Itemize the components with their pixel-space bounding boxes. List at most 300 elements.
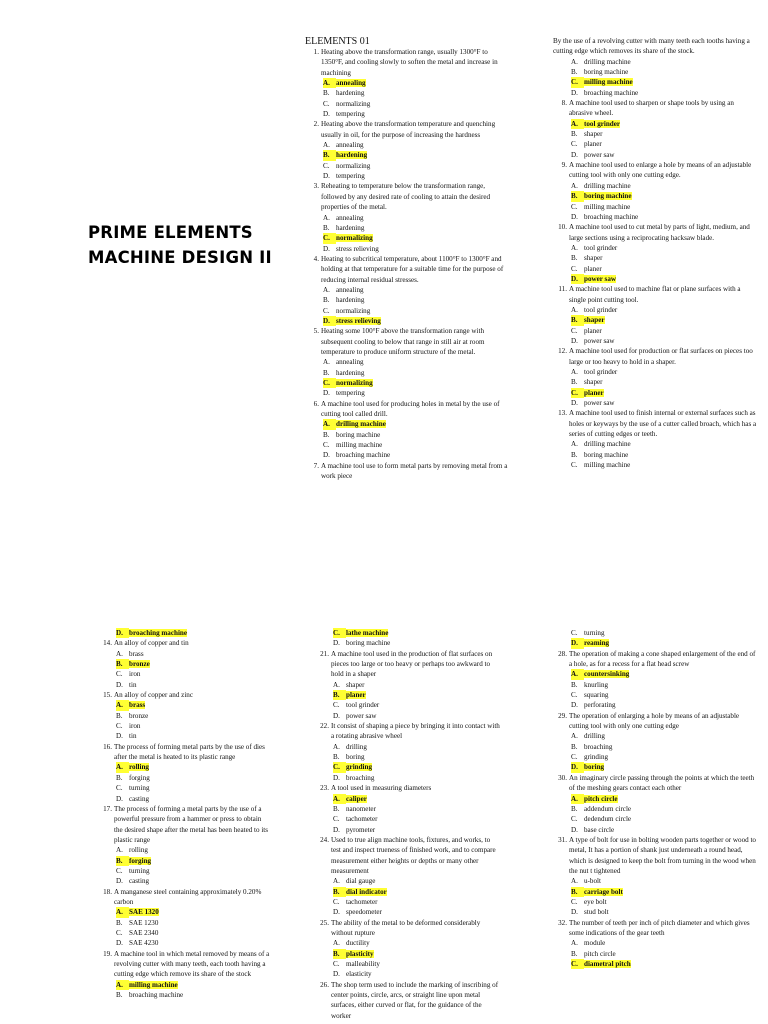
option xyxy=(98,731,270,741)
option xyxy=(315,804,500,814)
option xyxy=(305,140,510,150)
option-text: power saw xyxy=(584,150,615,159)
option xyxy=(305,368,510,378)
option-letter: A. xyxy=(571,243,578,252)
option-text: tin xyxy=(129,732,137,741)
question xyxy=(98,638,270,648)
option-text: knurling xyxy=(584,680,609,689)
option-letter: D. xyxy=(333,970,340,979)
option-letter: B. xyxy=(571,949,578,958)
option xyxy=(305,306,510,316)
option-text: drilling machine xyxy=(584,440,631,449)
option xyxy=(553,742,758,752)
question-number: 24. xyxy=(320,835,329,844)
option-text: shaper xyxy=(346,680,365,689)
question-text: The process of forming a metal parts by the use of a powerful pressure from a hammer or press to obtain the desired shape after the metal has been heated to its plastic range xyxy=(114,804,269,844)
option-letter: B. xyxy=(116,659,129,669)
option-text: boring xyxy=(584,763,605,772)
option-text: SAE 1230 xyxy=(129,918,159,927)
option xyxy=(305,109,510,119)
question-number: 10. xyxy=(558,223,567,232)
option-letter: A. xyxy=(571,119,584,129)
option-letter: A. xyxy=(333,742,340,751)
option-text: iron xyxy=(129,670,141,679)
option-text: pitch circle xyxy=(584,794,618,803)
question xyxy=(305,254,510,285)
option-letter: A. xyxy=(571,669,584,679)
option-letter: D. xyxy=(333,639,340,648)
option-letter: A. xyxy=(323,141,330,150)
question-text: Used to true align machine tools, fixtures, and works, to test and inspect trueness of finished work, and to compare measurement either heights or depths or many other measurement xyxy=(331,835,496,875)
option xyxy=(315,773,500,783)
option-text: shaper xyxy=(584,254,603,263)
question-text: A machine tool used to finish internal or external surfaces such as holes or keyways by the use of a cutter called broach, which has a series of cutting edges or teeth. xyxy=(569,409,757,439)
option-text: malleability xyxy=(346,960,380,968)
option-text: nanometer xyxy=(346,804,376,813)
option-letter: D. xyxy=(571,336,578,345)
question xyxy=(553,773,758,794)
option-text: boring machine xyxy=(584,68,629,77)
option-letter: C. xyxy=(323,378,336,388)
option-text: brass xyxy=(129,649,144,658)
option xyxy=(553,700,758,710)
answer-option xyxy=(98,856,270,866)
question xyxy=(98,804,270,845)
option-text: grinding xyxy=(584,753,609,762)
option xyxy=(305,357,510,367)
option xyxy=(98,721,270,731)
answer-option xyxy=(305,233,510,243)
option-letter: C. xyxy=(116,866,123,875)
option-letter: A. xyxy=(116,762,129,772)
option-text: broaching machine xyxy=(129,629,188,637)
answer-option xyxy=(305,378,510,388)
question-text: Reheating to temperature below the transformation range, followed by any desired rate of cooling to attain the desired properties of the metal. xyxy=(321,182,491,212)
question-number: 1. xyxy=(313,48,319,56)
option xyxy=(553,690,758,700)
option-letter: B. xyxy=(116,918,123,927)
option-text: broaching machine xyxy=(584,88,639,97)
option xyxy=(553,305,758,315)
option-text: countersinking xyxy=(584,670,630,679)
answer-option xyxy=(553,794,758,804)
option-letter: A. xyxy=(323,285,330,294)
option xyxy=(315,638,500,648)
question-text: Heating above the transformation range, usually 1300°F to 1350°F, and cooling slowly to soften the metal and increase in machining xyxy=(321,48,498,77)
option-text: plasticity xyxy=(346,949,374,958)
option xyxy=(553,752,758,762)
option-text: shaper xyxy=(584,316,605,325)
question-text: A machine tool used to sharpen or shape tools by using an abrasive wheel. xyxy=(569,99,734,118)
option-text: tempering xyxy=(336,110,365,119)
question-text: A type of bolt for use in bolting wooden parts together or wood to metal, It has a portion of shank just underneath a round head, which is designed to keep the bolt from turning in the wood when the nut t tightened xyxy=(569,835,756,875)
question xyxy=(315,980,500,1021)
option xyxy=(553,139,758,149)
question-number: 2. xyxy=(313,120,319,129)
answer-option xyxy=(98,907,270,917)
option-text: forging xyxy=(129,773,150,782)
option-text: annealing xyxy=(336,141,364,150)
question-number: 3. xyxy=(313,182,319,191)
question xyxy=(305,47,510,78)
answer-option xyxy=(98,980,270,990)
option-text: perforating xyxy=(584,701,616,710)
option-letter: D. xyxy=(323,110,330,119)
answer-option xyxy=(553,119,758,129)
option xyxy=(305,161,510,171)
option-letter: C. xyxy=(116,670,123,679)
option xyxy=(553,876,758,886)
question xyxy=(553,346,758,367)
question-number: 16. xyxy=(103,742,112,751)
option-letter: D. xyxy=(571,88,578,97)
option xyxy=(553,336,758,346)
option-letter: A. xyxy=(571,877,578,886)
option xyxy=(553,150,758,160)
option-letter: C. xyxy=(571,753,578,762)
option xyxy=(553,212,758,222)
question-text: The process of forming metal parts by the use of dies after the metal is heated to its plastic range xyxy=(114,742,265,762)
question xyxy=(553,711,758,732)
option xyxy=(315,742,500,752)
option xyxy=(305,295,510,305)
question-text: Heating some 100°F above the transformation range with subsequent cooling to below that range in still air at room temperature to produce uniform structure of the metal. xyxy=(321,327,485,356)
option-letter: B. xyxy=(571,742,578,751)
option xyxy=(305,285,510,295)
option-letter: B. xyxy=(333,804,340,813)
option-text: bronze xyxy=(129,660,150,669)
option-text: grinding xyxy=(346,763,373,772)
answer-option xyxy=(553,274,758,284)
option xyxy=(98,669,270,679)
option xyxy=(553,460,758,470)
question-text: A tool used in measuring diameters xyxy=(331,784,432,793)
option-letter: D. xyxy=(323,451,330,460)
option xyxy=(305,223,510,233)
option xyxy=(305,171,510,181)
option-text: shaper xyxy=(584,130,603,139)
option-letter: A. xyxy=(323,213,330,222)
option-letter: A. xyxy=(116,980,129,990)
option-text: boring machine xyxy=(346,639,391,648)
title-line-1: PRIME ELEMENTS xyxy=(88,223,253,242)
question-number: 8. xyxy=(561,99,567,108)
option-letter: A. xyxy=(323,419,336,429)
option-letter: C. xyxy=(323,161,330,170)
option xyxy=(98,711,270,721)
column-1 xyxy=(305,36,510,481)
question xyxy=(315,649,500,680)
option-letter: B. xyxy=(571,887,584,897)
question xyxy=(305,326,510,357)
question-text: A machine tool use to form metal parts by removing metal from a work piece xyxy=(321,461,508,481)
question-text: A machine tool used to cut metal by parts of light, medium, and large sections using a reciprocating hacksaw blade. xyxy=(569,223,750,242)
question-number: 19. xyxy=(103,949,112,958)
option-text: tachometer xyxy=(346,815,378,824)
option xyxy=(305,99,510,109)
option-text: turning xyxy=(584,629,605,637)
option-letter: D. xyxy=(571,701,578,710)
option-text: annealing xyxy=(336,285,364,294)
question xyxy=(305,181,510,212)
option-letter: C. xyxy=(323,306,330,315)
question-text: An alloy of copper and zinc xyxy=(114,691,193,700)
answer-option xyxy=(315,949,500,959)
option-letter: D. xyxy=(323,172,330,181)
option-letter: C. xyxy=(333,960,340,968)
option-letter: D. xyxy=(333,711,340,720)
option xyxy=(305,440,510,450)
question-text: An alloy of copper and tin xyxy=(114,639,189,648)
option xyxy=(98,876,270,886)
option-letter: B. xyxy=(323,368,330,377)
option-letter: A. xyxy=(333,794,346,804)
option-text: tool grinder xyxy=(584,119,621,128)
answer-option xyxy=(553,669,758,679)
option-text: tool grinder xyxy=(584,368,618,376)
option-text: lathe machine xyxy=(346,629,389,637)
option-text: drilling machine xyxy=(584,57,631,66)
option-text: broaching xyxy=(346,773,375,782)
question-text: An imaginary circle passing through the points at which the teeth of the meshing gears contact each other xyxy=(569,773,755,793)
option xyxy=(305,430,510,440)
option xyxy=(553,628,758,638)
option-text: planer xyxy=(584,140,602,149)
option-letter: A. xyxy=(571,440,578,449)
option xyxy=(553,129,758,139)
option-letter: B. xyxy=(571,254,578,263)
option-letter: D. xyxy=(116,680,123,689)
option xyxy=(98,783,270,793)
column-5 xyxy=(553,628,758,969)
option-letter: B. xyxy=(571,804,578,813)
option xyxy=(553,264,758,274)
document-title xyxy=(88,220,278,270)
option xyxy=(315,959,500,969)
question-text: Heating above the transformation temperature and quenching usually in oil, for the purpose of increasing the hardness xyxy=(321,120,496,139)
option-letter: B. xyxy=(571,68,578,77)
option-letter: B. xyxy=(571,378,578,387)
option-letter: C. xyxy=(571,461,578,470)
option-letter: B. xyxy=(333,887,346,897)
option-letter: B. xyxy=(323,296,330,305)
option-letter: B. xyxy=(323,430,330,439)
answer-option xyxy=(315,690,500,700)
answer-option xyxy=(553,77,758,87)
answer-option xyxy=(553,315,758,325)
option xyxy=(553,680,758,690)
option-letter: B. xyxy=(323,150,336,160)
option-text: brass xyxy=(129,701,146,710)
option-letter: B. xyxy=(116,856,129,866)
question-number: 31. xyxy=(558,835,567,844)
option xyxy=(98,918,270,928)
option-text: planer xyxy=(584,264,602,273)
question-number: 25. xyxy=(320,918,329,927)
option-letter: D. xyxy=(116,877,123,886)
option xyxy=(98,928,270,938)
option-text: tool grinder xyxy=(346,701,380,710)
option-letter: B. xyxy=(571,680,578,689)
option-text: broaching machine xyxy=(336,451,391,460)
answer-option xyxy=(305,150,510,160)
option-letter: C. xyxy=(323,99,330,108)
option-text: stress relieving xyxy=(336,316,381,325)
option xyxy=(98,773,270,783)
question xyxy=(553,98,758,119)
option-letter: C. xyxy=(571,264,578,273)
option-text: rolling xyxy=(129,846,148,855)
question-text: The shop term used to include the marking of inscribing of center points, circle, arcs, or straight line upon metal surfaces, either curved or flat, for the guidance of the worker xyxy=(331,980,499,1020)
option-letter: D. xyxy=(116,794,123,803)
option xyxy=(98,845,270,855)
question xyxy=(305,461,510,482)
option-letter: B. xyxy=(116,711,123,720)
answer-option xyxy=(305,316,510,326)
answer-option xyxy=(315,628,500,638)
option-letter: C. xyxy=(323,441,330,450)
option-text: SAE 1320 xyxy=(129,908,159,917)
option-letter: A. xyxy=(323,358,330,367)
option-text: addendum circle xyxy=(584,804,632,813)
option xyxy=(315,969,500,979)
question-number: 17. xyxy=(103,804,112,813)
option-text: turning xyxy=(129,866,150,875)
option xyxy=(553,398,758,408)
answer-option xyxy=(315,762,500,772)
question-number: 32. xyxy=(558,918,567,927)
option-letter: C. xyxy=(116,928,123,937)
option-text: planer xyxy=(584,388,604,397)
option xyxy=(553,253,758,263)
option-text: boring machine xyxy=(584,192,632,201)
option-text: u-bolt xyxy=(584,877,601,886)
question xyxy=(98,949,270,980)
answer-option xyxy=(98,700,270,710)
option xyxy=(553,243,758,253)
question-text: Heating to subcritical temperature, about 1100°F to 1300°F and holding at that temperature for a suitable time for the purpose of reducing internal residual stresses. xyxy=(321,254,504,284)
option-letter: D. xyxy=(571,399,578,408)
question-text: The operation of enlarging a hole by means of an adjustable cutting tool with only one cutting edge xyxy=(569,711,740,731)
option xyxy=(553,181,758,191)
option xyxy=(98,938,270,948)
option-letter: D. xyxy=(571,638,584,648)
option-text: power saw xyxy=(584,399,615,408)
option-text: diametral pitch xyxy=(584,960,631,968)
option xyxy=(553,439,758,449)
option-letter: D. xyxy=(323,244,330,253)
option xyxy=(315,907,500,917)
option-text: tempering xyxy=(336,172,365,181)
question-number: 13. xyxy=(558,409,567,418)
question xyxy=(553,649,758,670)
option-text: broaching xyxy=(584,742,613,751)
option-text: squaring xyxy=(584,691,609,700)
option-letter: D. xyxy=(323,316,336,326)
option-letter: C. xyxy=(333,628,346,638)
option-letter: B. xyxy=(116,991,123,1000)
question xyxy=(553,160,758,181)
option-letter: C. xyxy=(571,629,578,637)
option-text: caliper xyxy=(346,794,367,803)
option-text: milling machine xyxy=(336,441,383,450)
question-number: 6. xyxy=(313,399,319,408)
option-letter: A. xyxy=(333,939,340,948)
option-letter: C. xyxy=(571,959,584,969)
option-text: casting xyxy=(129,877,150,886)
question-number: 21. xyxy=(320,649,329,658)
option-text: reaming xyxy=(584,639,610,648)
option xyxy=(553,804,758,814)
option-letter: C. xyxy=(571,202,578,211)
option-text: power saw xyxy=(584,336,615,345)
option xyxy=(98,866,270,876)
option xyxy=(315,825,500,835)
answer-option xyxy=(553,638,758,648)
option-letter: D. xyxy=(323,389,330,398)
option-text: boring xyxy=(346,753,365,762)
option-letter: A. xyxy=(571,57,578,66)
option-letter: B. xyxy=(333,949,346,959)
answer-option xyxy=(98,659,270,669)
option xyxy=(553,367,758,377)
answer-option xyxy=(315,794,500,804)
option-text: stud bolt xyxy=(584,908,609,917)
question xyxy=(315,783,500,793)
option-letter: A. xyxy=(116,649,123,658)
option-letter: D. xyxy=(116,732,123,741)
question xyxy=(553,918,758,939)
option-text: pitch circle xyxy=(584,949,616,958)
option-letter: D. xyxy=(116,628,129,638)
option xyxy=(315,814,500,824)
question xyxy=(98,742,270,763)
option-text: tool grinder xyxy=(584,243,618,252)
option-text: planer xyxy=(346,691,366,700)
option-letter: B. xyxy=(323,223,330,232)
option xyxy=(553,814,758,824)
question-number: 26. xyxy=(320,980,329,989)
option xyxy=(315,938,500,948)
option-letter: C. xyxy=(333,762,346,772)
option-letter: D. xyxy=(116,939,123,948)
question-number: 12. xyxy=(558,347,567,356)
option-letter: C. xyxy=(571,326,578,335)
question-text: It consist of shaping a piece by bringing it into contact with a rotating abrasive wheel xyxy=(331,722,500,741)
option-letter: A. xyxy=(333,680,340,689)
option xyxy=(305,388,510,398)
option-text: annealing xyxy=(336,79,366,88)
option-text: boring machine xyxy=(336,430,381,439)
option xyxy=(553,88,758,98)
option xyxy=(553,377,758,387)
option-text: speedometer xyxy=(346,908,382,917)
column-2 xyxy=(553,36,758,470)
option xyxy=(553,907,758,917)
option-letter: B. xyxy=(323,89,330,98)
answer-option xyxy=(98,628,270,638)
option-text: hardening xyxy=(336,223,365,232)
option-text: power saw xyxy=(584,274,616,283)
section-header: ELEMENTS 01 xyxy=(305,36,370,47)
option-letter: D. xyxy=(333,908,340,917)
column-3 xyxy=(98,628,270,1000)
option xyxy=(553,326,758,336)
option-text: hardening xyxy=(336,151,368,160)
option xyxy=(98,680,270,690)
option-text: tin xyxy=(129,680,137,689)
option xyxy=(553,938,758,948)
